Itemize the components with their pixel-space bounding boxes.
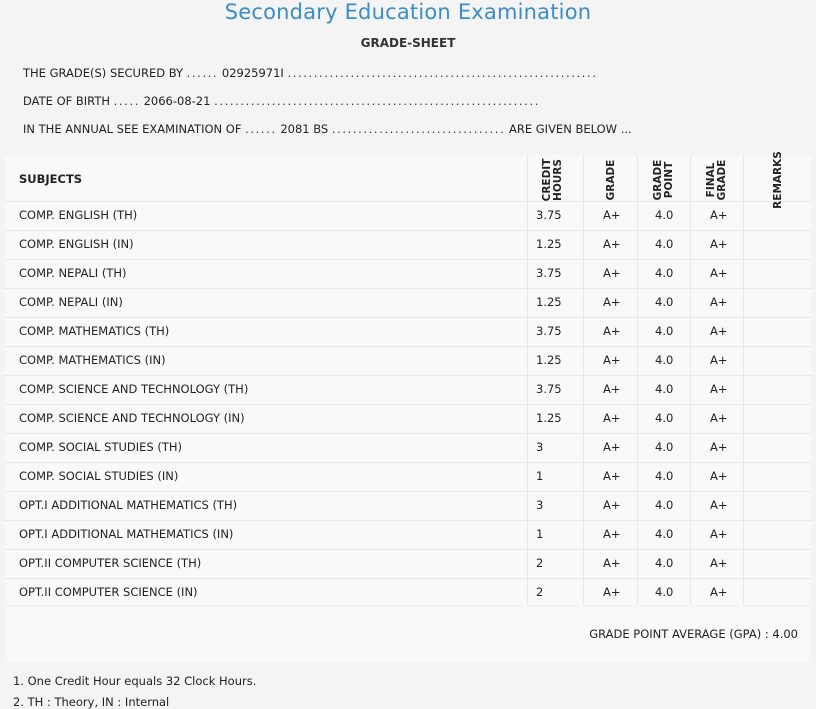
grade-point-cell: 4.0 [655, 382, 674, 396]
subject-cell: OPT.II COMPUTER SCIENCE (TH) [19, 556, 202, 570]
final-grade-cell: A+ [710, 237, 728, 251]
table-row [5, 201, 811, 231]
exam-suffix: ARE GIVEN BELOW ... [508, 122, 632, 136]
secured-by-label: THE GRADE(S) SECURED BY [23, 66, 184, 80]
credit-hours-cell: 1 [536, 469, 544, 483]
grade-point-cell: 4.0 [655, 498, 674, 512]
exam-line [23, 122, 632, 136]
grade-point-cell: 4.0 [655, 556, 674, 570]
grade-point-header: GRADE POINT [652, 159, 675, 201]
table-row [5, 288, 811, 318]
final-grade-cell: A+ [710, 266, 728, 280]
grade-cell: A+ [603, 469, 621, 483]
symbol-number: 02925971I [221, 66, 284, 80]
credit-hours-cell: 2 [536, 585, 544, 599]
dots: ...... [186, 66, 219, 80]
table-row [5, 520, 811, 550]
final-grade-cell: A+ [710, 498, 728, 512]
grade-cell: A+ [603, 556, 621, 570]
credit-hours-cell: 1.25 [536, 411, 562, 425]
table-row [5, 491, 811, 521]
grade-header: GRADE [605, 159, 617, 201]
final-grade-cell: A+ [710, 208, 728, 222]
grade-cell: A+ [603, 382, 621, 396]
subject-cell: COMP. NEPALI (TH) [19, 266, 127, 280]
credit-hours-cell: 2 [536, 556, 544, 570]
credit-hours-cell: 3.75 [536, 208, 562, 222]
subject-cell: COMP. MATHEMATICS (TH) [19, 324, 170, 338]
grade-point-cell: 4.0 [655, 295, 674, 309]
table-row [5, 549, 811, 579]
grade-point-cell: 4.0 [655, 266, 674, 280]
table-row [5, 462, 811, 492]
final-grade-cell: A+ [710, 527, 728, 541]
subject-cell: COMP. SCIENCE AND TECHNOLOGY (TH) [19, 382, 249, 396]
grade-point-cell: 4.0 [655, 585, 674, 599]
subject-cell: COMP. SCIENCE AND TECHNOLOGY (IN) [19, 411, 245, 425]
note-abbreviations: 2. TH : Theory, IN : Internal [13, 695, 170, 709]
subject-cell: COMP. SOCIAL STUDIES (IN) [19, 469, 179, 483]
subject-cell: COMP. ENGLISH (IN) [19, 237, 134, 251]
final-grade-cell: A+ [710, 556, 728, 570]
grade-point-cell: 4.0 [655, 237, 674, 251]
grade-point-cell: 4.0 [655, 411, 674, 425]
subject-cell: OPT.I ADDITIONAL MATHEMATICS (TH) [19, 498, 238, 512]
table-header [5, 151, 811, 209]
table-row [5, 404, 811, 434]
exam-year: 2081 BS [280, 122, 329, 136]
grade-cell: A+ [603, 440, 621, 454]
gpa-value: 4.00 [772, 627, 798, 641]
final-grade-cell: A+ [710, 353, 728, 367]
grade-point-cell: 4.0 [655, 324, 674, 338]
table-row [5, 259, 811, 289]
subject-cell: COMP. ENGLISH (TH) [19, 208, 138, 222]
dots: ...... [245, 122, 277, 136]
credit-hours-cell: 1 [536, 527, 544, 541]
credit-hours-cell: 1.25 [536, 353, 562, 367]
grade-point-cell: 4.0 [655, 469, 674, 483]
grade-cell: A+ [603, 498, 621, 512]
gpa-line [589, 627, 798, 641]
final-grade-cell: A+ [710, 295, 728, 309]
subjects-header: SUBJECTS [19, 172, 83, 186]
grade-cell: A+ [603, 353, 621, 367]
subject-cell: COMP. MATHEMATICS (IN) [19, 353, 166, 367]
grade-cell: A+ [603, 324, 621, 338]
table-row [5, 230, 811, 260]
dots: ................................. [331, 122, 506, 136]
credit-hours-cell: 1.25 [536, 237, 562, 251]
gpa-box [5, 607, 811, 662]
final-grade-cell: A+ [710, 382, 728, 396]
subject-cell: OPT.II COMPUTER SCIENCE (IN) [19, 585, 198, 599]
dob-value: 2066-08-21 [143, 94, 211, 108]
credit-hours-cell: 3.75 [536, 382, 562, 396]
subject-cell: COMP. SOCIAL STUDIES (TH) [19, 440, 183, 454]
table-row [5, 578, 811, 608]
credit-hours-cell: 3.75 [536, 266, 562, 280]
grade-point-cell: 4.0 [655, 440, 674, 454]
remarks-header: REMARKS [772, 151, 784, 209]
grade-point-cell: 4.0 [655, 208, 674, 222]
grade-cell: A+ [603, 411, 621, 425]
grade-cell: A+ [603, 295, 621, 309]
grade-cell: A+ [603, 527, 621, 541]
date-of-birth-line [23, 94, 540, 108]
credit-hours-cell: 1.25 [536, 295, 562, 309]
final-grade-header: FINAL GRADE [705, 159, 728, 201]
grade-sheet-heading: GRADE-SHEET [360, 36, 456, 50]
table-row [5, 317, 811, 347]
grade-point-cell: 4.0 [655, 353, 674, 367]
grade-cell: A+ [603, 266, 621, 280]
final-grade-cell: A+ [710, 440, 728, 454]
table-row [5, 346, 811, 376]
final-grade-cell: A+ [710, 585, 728, 599]
subject-cell: COMP. NEPALI (IN) [19, 295, 123, 309]
final-grade-cell: A+ [710, 411, 728, 425]
subject-cell: OPT.I ADDITIONAL MATHEMATICS (IN) [19, 527, 234, 541]
grade-cell: A+ [603, 237, 621, 251]
credit-hours-cell: 3.75 [536, 324, 562, 338]
dots: ........................................................... [287, 66, 598, 80]
exam-label: IN THE ANNUAL SEE EXAMINATION OF [23, 122, 242, 136]
final-grade-cell: A+ [710, 469, 728, 483]
note-credit-hour: 1. One Credit Hour equals 32 Clock Hours. [13, 674, 257, 688]
gpa-label: GRADE POINT AVERAGE (GPA) : [589, 627, 769, 641]
dots: ..... [113, 94, 140, 108]
table-row [5, 433, 811, 463]
final-grade-cell: A+ [710, 324, 728, 338]
dob-label: DATE OF BIRTH [23, 94, 111, 108]
credit-hours-header: CREDIT HOURS [541, 158, 564, 202]
grade-cell: A+ [603, 585, 621, 599]
grade-point-cell: 4.0 [655, 527, 674, 541]
grade-cell: A+ [603, 208, 621, 222]
table-row [5, 375, 811, 405]
page-title: Secondary Education Examination [224, 0, 592, 24]
credit-hours-cell: 3 [536, 440, 544, 454]
secured-by-line [23, 66, 598, 80]
credit-hours-cell: 3 [536, 498, 544, 512]
dots: .............................................................. [214, 94, 540, 108]
